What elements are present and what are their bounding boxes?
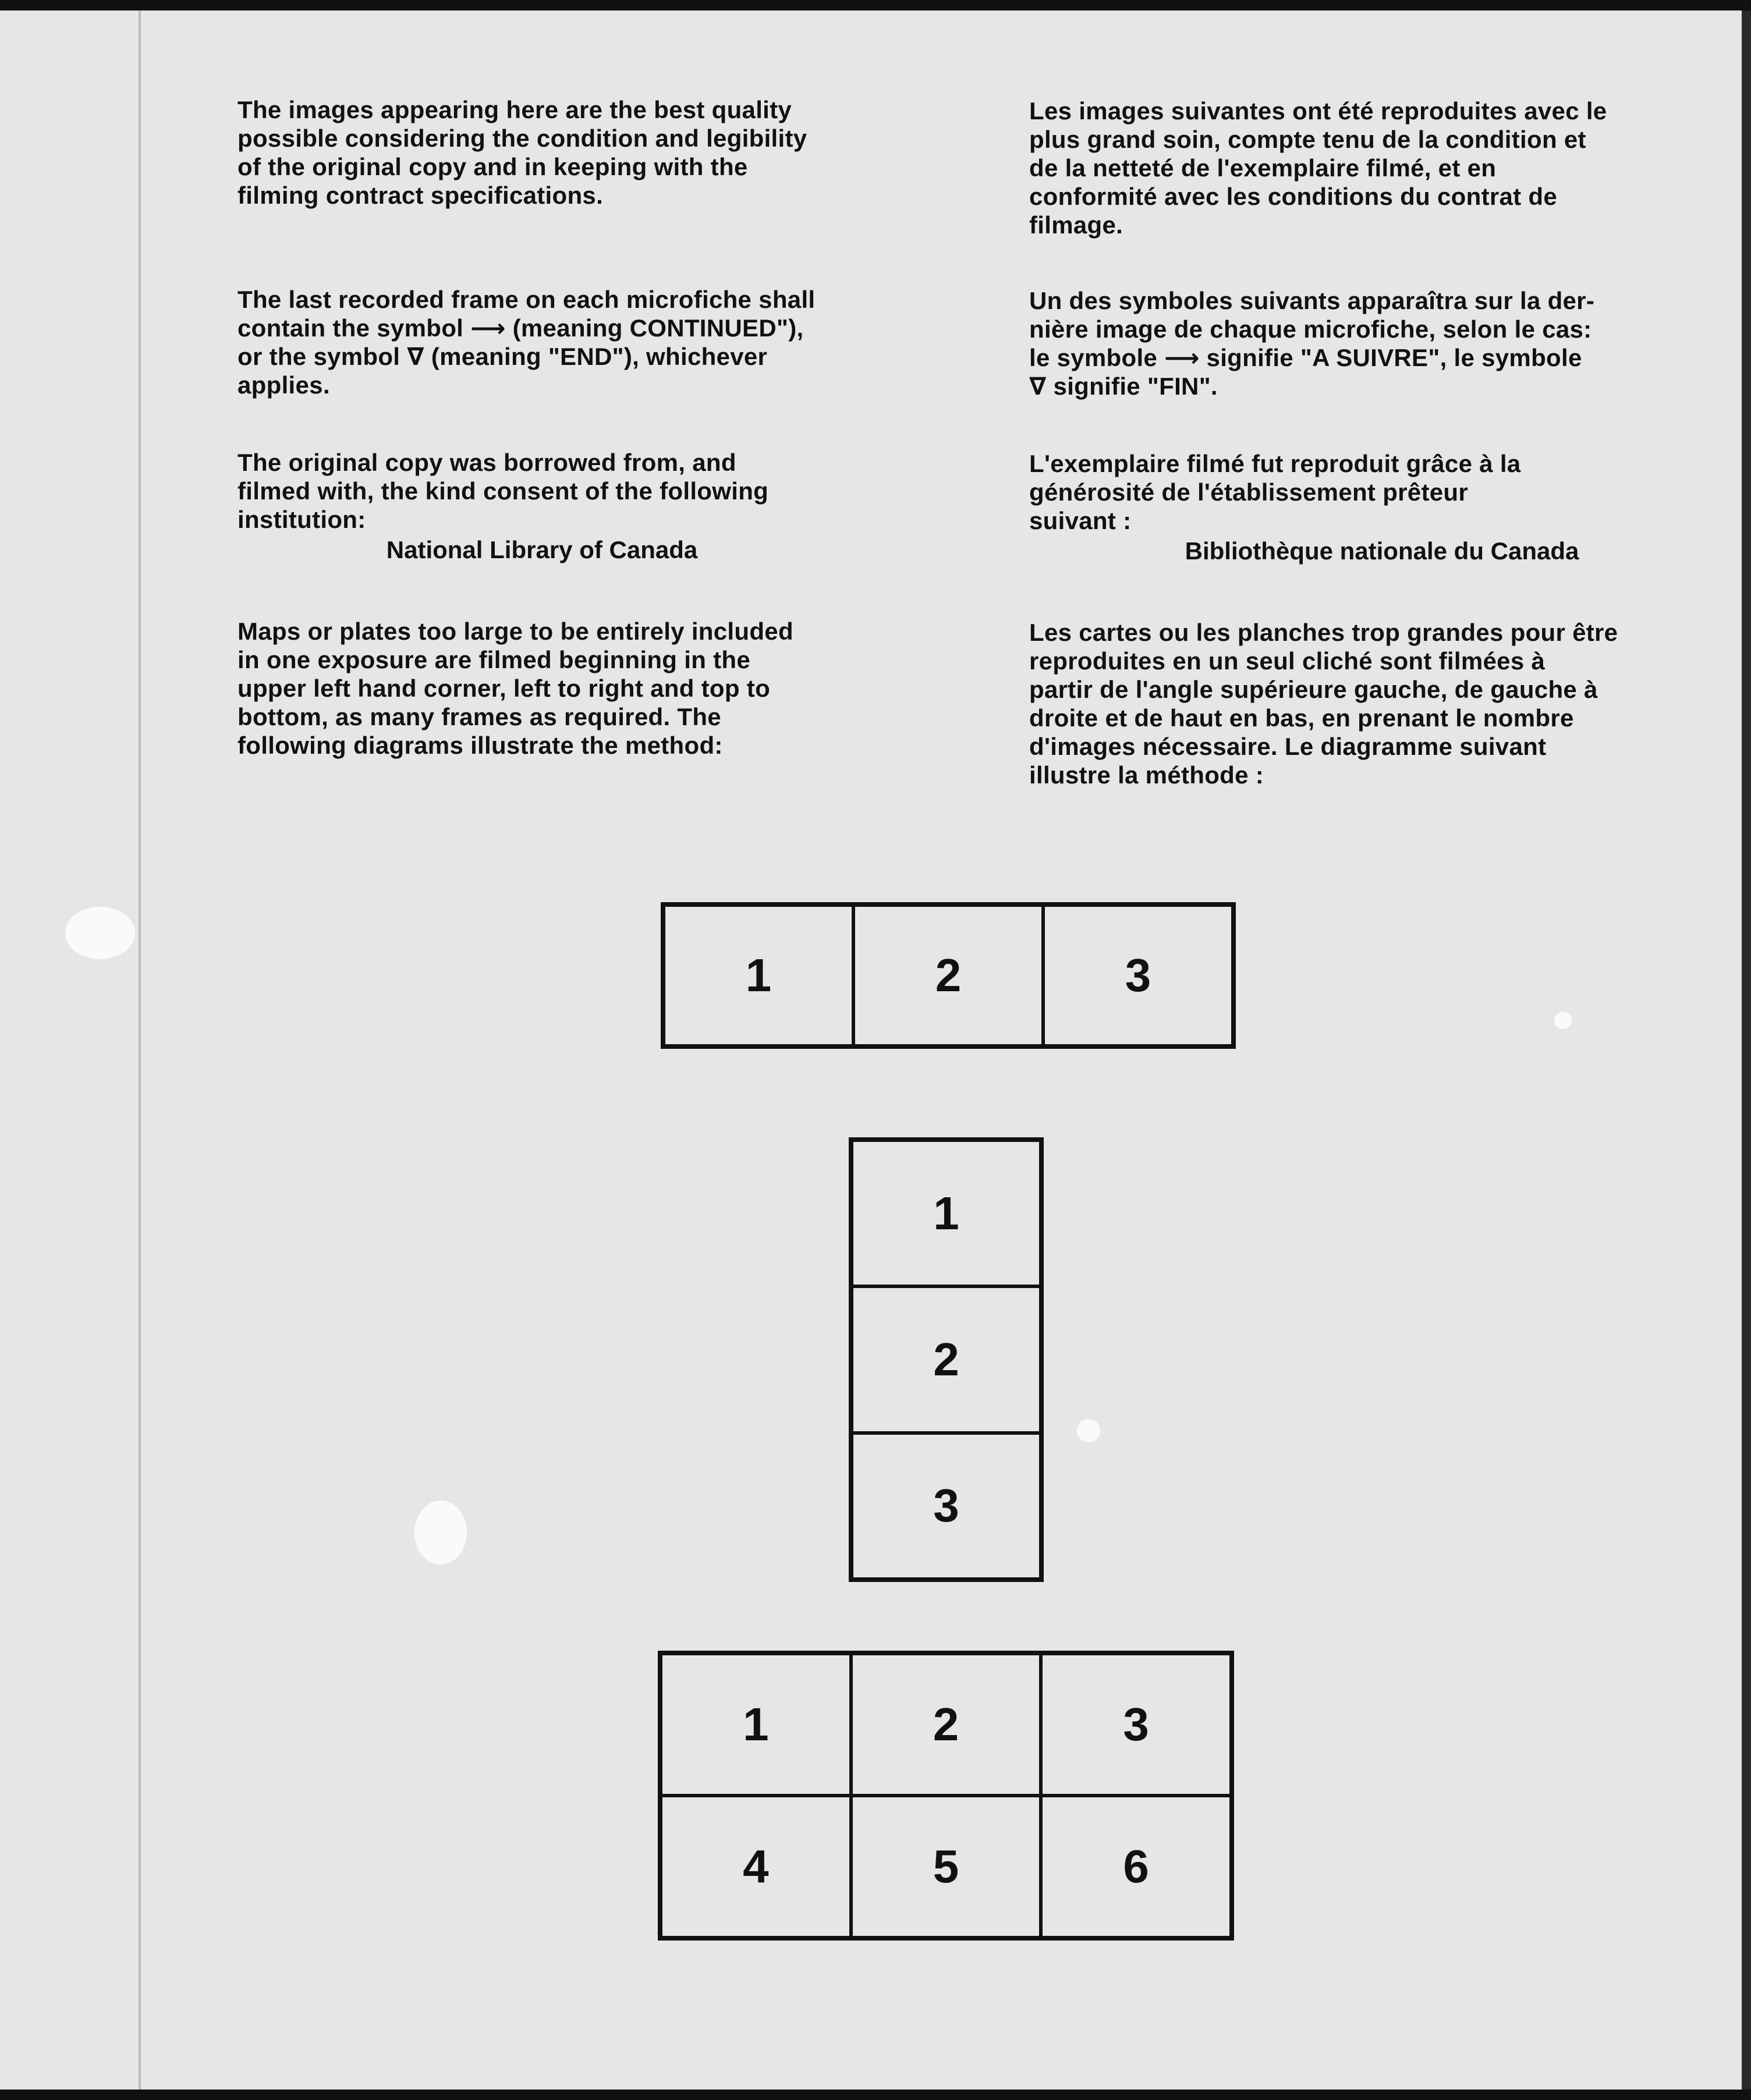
frame-cell: 3 xyxy=(852,1433,1041,1579)
frame-cell: 6 xyxy=(1041,1796,1231,1938)
grid-frames-diagram xyxy=(658,1651,1234,1941)
english-source-paragraph: The original copy was borrowed from, and filmed with, the kind consent of the following institution: xyxy=(238,449,769,533)
frame-cell: 1 xyxy=(664,905,853,1046)
french-source-paragraph: L'exemplaire filmé fut reproduit grâce à la générosité de l'établissement prêteur suivant : xyxy=(1029,450,1521,534)
english-symbols-paragraph: The last recorded frame on each microfiche shall contain the symbol ⟶ (meaning CONTINUED"), or the symbol ∇ (meaning "END"), whichever applies. xyxy=(238,286,816,399)
frame-cell: 3 xyxy=(1041,1654,1231,1796)
frame-cell: 1 xyxy=(661,1654,851,1796)
frame-cell: 2 xyxy=(853,905,1043,1046)
french-method-paragraph: Les cartes ou les planches trop grandes pour être reproduites en un seul cliché sont filmées à partir de l'angle supérieure gauche, de gauche à droite et de haut en bas, en prenant le nombre d'images nécessaire. Le diagramme suivant illustre la méthode : xyxy=(1029,619,1618,789)
frame-cell: 2 xyxy=(852,1286,1041,1432)
dust-speck xyxy=(414,1500,467,1565)
dust-speck xyxy=(1077,1419,1100,1442)
vertical-frames-diagram xyxy=(849,1137,1044,1582)
horizontal-frames-diagram xyxy=(661,902,1236,1049)
frame-cell: 1 xyxy=(852,1140,1041,1286)
page-edge-shadow xyxy=(1742,10,1751,2090)
french-symbols-paragraph: Un des symboles suivants apparaîtra sur la der- nière image de chaque microfiche, selon le cas: le symbole ⟶ signifie "A SUIVRE", le symbole ∇ signifie "FIN". xyxy=(1029,287,1595,400)
dust-speck xyxy=(65,907,135,959)
microfilm-page xyxy=(0,10,1751,2090)
english-quality-paragraph: The images appearing here are the best quality possible considering the condition and legibility of the original copy and in keeping with the filming contract specifications. xyxy=(238,96,807,209)
frame-cell: 2 xyxy=(851,1654,1041,1796)
frame-cell: 3 xyxy=(1043,905,1233,1046)
frame-cell: 5 xyxy=(851,1796,1041,1938)
french-quality-paragraph: Les images suivantes ont été reproduites avec le plus grand soin, compte tenu de la condition et de la netteté de l'exemplaire filmé, et en conformité avec les conditions du contrat de filmage. xyxy=(1029,97,1607,239)
dust-speck xyxy=(1554,1012,1572,1029)
english-institution-name: National Library of Canada xyxy=(386,536,698,563)
binding-edge xyxy=(139,10,141,2090)
frame-cell: 4 xyxy=(661,1796,851,1938)
english-method-paragraph: Maps or plates too large to be entirely included in one exposure are filmed beginning in the upper left hand corner, left to right and top to bottom, as many frames as required. The following diagrams illustrate the method: xyxy=(238,618,793,759)
french-institution-name: Bibliothèque nationale du Canada xyxy=(1185,537,1579,565)
